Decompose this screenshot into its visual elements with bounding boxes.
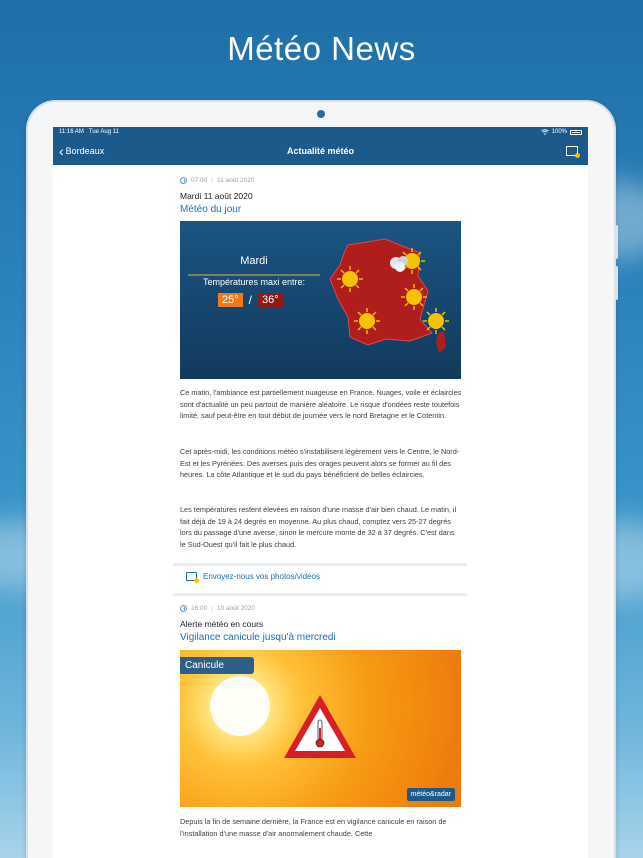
temperature-range [218,293,283,307]
article-card[interactable] [180,605,462,643]
battery-icon [570,130,582,135]
sun-icon [210,676,270,736]
volume-up-button [614,225,618,259]
min-temp-badge: 25° [218,293,243,307]
send-photos-link[interactable] [186,572,320,581]
article-paragraph: Cet après-midi, les conditions météo s'instabilisent légèrement vers le Centre, le Nord-Est et les Pyrénées. Des averses puis des orages peuvent alors se former au fil des heures. La côte Atlantique et le sud du pays bénéficient de belles éclaircies. [180,447,460,479]
section-divider [173,593,467,596]
promo-title: Météo News [227,30,416,67]
article-time: 07:00 [191,177,208,184]
article-time: 16:00 [191,605,208,612]
chevron-left-icon: ‹ [59,143,64,159]
volume-down-button [614,266,618,300]
article-date: 11 août 2020 [216,177,255,184]
battery-percent: 100% [551,129,567,135]
article-meta: 07:00 | 11 août 2020 [180,177,462,184]
app-screen [53,127,588,858]
wifi-icon [541,129,549,135]
article-title[interactable]: Météo du jour [180,204,242,215]
brand-logo: météo&radar [407,788,455,801]
status-time: 11:16 AM [59,129,84,135]
article-paragraph: Ce matin, l'ambiance est partiellement nuageuse en France. Nuages, voile et éclaircies sont d'actualité un peu partout de manière aléatoire. Le risque d'ondées reste toutefois limité, sauf peut-être en tout début de journée vers le nord Bretagne et le Cotentin. [180,388,462,420]
back-button[interactable] [59,137,104,165]
back-label: Bordeaux [65,146,105,156]
forecast-map-image[interactable] [180,221,461,379]
forecast-caption: Températures maxi entre: [202,277,306,287]
status-bar [53,127,588,137]
section-divider [173,563,467,566]
forecast-day: Mardi [240,255,268,267]
status-date: Tue Aug 11 [88,129,119,135]
article-date: 10 août 2020 [216,605,255,612]
article-headline: Mardi 11 août 2020 [180,191,253,201]
article-card[interactable] [180,177,462,215]
article-headline: Alerte météo en cours [180,619,264,629]
clock-icon [180,177,187,184]
article-paragraph: Depuis la fin de semaine dernière, la France est en vigilance canicule en raison de l'installation d'une masse d'air anormalement chaude. Cette [180,817,447,838]
article-paragraph: Les températures restent élevées en raison d'une masse d'air bien chaud. Le matin, il fait déjà de 19 à 24 degrés en moyenne. Au plus chaud, comptez vers 25-27 degrés lors du passage d'une averse, sinon le mercure monte de 32 à 37 degrés. C'est dans le Sud-Ouest qu'il fait le plus chaud. [180,505,457,549]
temp-separator: / [248,293,252,307]
camera-dot [317,110,325,118]
send-photos-label: Envoyez-nous vos photos/vidéos [203,572,320,581]
article-meta: 16:00 | 10 août 2020 [180,605,462,612]
max-temp-badge: 36° [258,293,283,307]
canicule-tag: Canicule [180,657,254,674]
clock-icon [180,605,187,612]
photo-upload-icon[interactable] [566,146,578,156]
article-title[interactable]: Vigilance canicule jusqu'à mercredi [180,632,336,643]
photo-upload-icon [186,572,197,581]
nav-title: Actualité météo [286,146,355,156]
heatwave-image[interactable] [180,650,461,807]
navigation-bar [53,137,588,165]
